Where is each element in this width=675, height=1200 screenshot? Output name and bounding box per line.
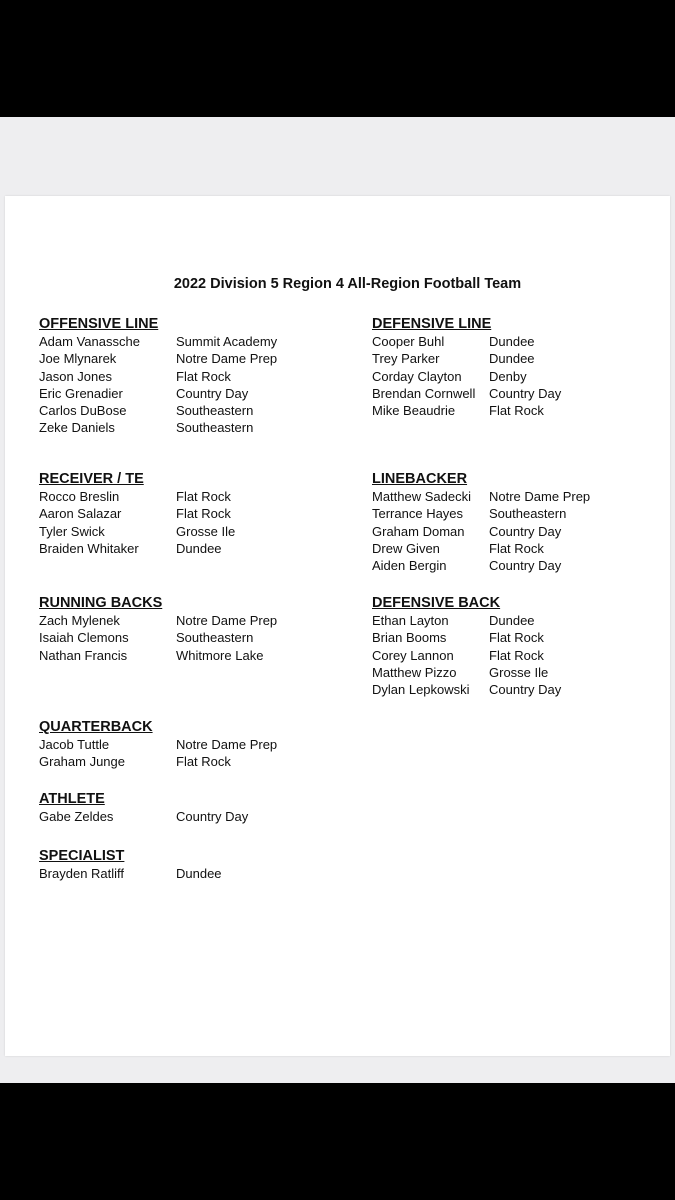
player-school: Flat Rock [176,368,231,384]
player-school: Flat Rock [489,630,544,646]
player-school: Southeastern [489,506,567,522]
player-name: Carlos DuBose [39,403,127,419]
player-school: Flat Rock [176,754,231,770]
player-school: Notre Dame Prep [176,737,278,752]
player-name: Eric Grenadier [39,385,123,401]
player-school: Country Day [176,809,249,824]
player-row [372,385,561,402]
player-name: Braiden Whitaker [39,540,139,556]
player-row [39,333,277,350]
player-name: Mike Beaudrie [372,403,456,419]
player-name: Cooper Buhl [372,334,445,349]
player-row [372,368,561,385]
player-name: Aaron Salazar [39,506,122,522]
player-row [39,488,235,505]
player-row [39,505,235,522]
player-school: Dundee [176,866,222,881]
player-row [372,557,590,574]
player-name: Isaiah Clemons [39,630,129,646]
player-school: Country Day [489,523,562,539]
player-name: Terrance Hayes [372,506,464,522]
section-quarterback [39,718,277,771]
player-name: Brayden Ratliff [39,866,125,881]
player-school: Notre Dame Prep [489,489,591,504]
section-specialist [39,847,222,882]
player-name: Corday Clayton [372,368,462,384]
player-name: Jason Jones [39,368,112,384]
player-school: Southeastern [176,403,254,419]
player-row [39,385,277,402]
section-heading: SPECIALIST [39,848,125,864]
player-row [372,523,590,540]
player-school: Flat Rock [176,489,231,504]
section-heading: RECEIVER / TE [39,471,144,487]
player-name: Rocco Breslin [39,489,120,504]
player-school: Denby [489,368,527,384]
player-school: Flat Rock [176,506,231,522]
player-school: Grosse Ile [489,664,549,680]
player-row [39,647,277,664]
player-name: Corey Lannon [372,647,454,663]
player-row [372,681,561,698]
player-name: Tyler Swick [39,523,105,539]
document-title: 2022 Division 5 Region 4 All-Region Football Team [173,276,522,292]
player-row [39,523,235,540]
player-row [39,865,222,882]
document-page [5,196,670,1056]
player-school: Country Day [489,385,562,401]
player-row [39,350,277,367]
section-receiver-te [39,470,235,557]
player-row [39,419,277,436]
player-school: Dundee [176,540,222,556]
player-school: Southeastern [176,420,254,436]
player-name: Zach Mylenek [39,613,120,628]
player-row [39,753,277,770]
player-row [39,808,248,825]
player-school: Dundee [489,613,535,628]
player-row [39,368,277,385]
player-row [39,612,277,629]
player-name: Nathan Francis [39,647,128,663]
player-name: Dylan Lepkowski [372,682,470,698]
player-row [372,647,561,664]
player-name: Gabe Zeldes [39,809,114,824]
section-heading: DEFENSIVE BACK [372,595,501,611]
player-row [39,402,277,419]
player-row [372,505,590,522]
section-heading: DEFENSIVE LINE [372,316,492,332]
bottom-letterbox [0,1083,675,1200]
player-row [372,333,561,350]
player-row [39,540,235,557]
player-row [372,402,561,419]
player-row [372,540,590,557]
section-heading: OFFENSIVE LINE [39,316,159,332]
player-name: Jacob Tuttle [39,737,110,752]
player-name: Drew Given [372,540,440,556]
player-row [372,350,561,367]
player-school: Country Day [489,682,562,698]
player-school: Country Day [489,558,562,574]
player-row [372,612,561,629]
player-school: Flat Rock [489,403,544,419]
section-heading: RUNNING BACKS [39,595,163,611]
player-school: Summit Academy [176,334,278,349]
player-name: Zeke Daniels [39,420,115,436]
player-school: Whitmore Lake [176,647,264,663]
player-name: Ethan Layton [372,613,449,628]
player-row [39,736,277,753]
section-heading: QUARTERBACK [39,719,153,735]
section-heading: LINEBACKER [372,471,468,487]
section-athlete [39,790,248,825]
section-running-backs [39,594,277,664]
player-school: Notre Dame Prep [176,613,278,628]
section-defensive-back [372,594,561,698]
player-row [372,664,561,681]
player-school: Flat Rock [489,540,544,556]
section-offensive-line [39,315,277,437]
player-name: Aiden Bergin [372,558,447,574]
player-row [372,488,590,505]
section-heading: ATHLETE [39,791,105,807]
player-school: Dundee [489,334,535,349]
player-school: Notre Dame Prep [176,351,278,367]
player-name: Matthew Pizzo [372,664,457,680]
player-name: Graham Junge [39,754,125,770]
player-name: Graham Doman [372,523,465,539]
player-school: Dundee [489,351,535,367]
player-row [39,629,277,646]
player-row [372,629,561,646]
player-name: Trey Parker [372,351,440,367]
player-name: Brian Booms [372,630,447,646]
section-defensive-line [372,315,561,419]
player-school: Southeastern [176,630,254,646]
player-school: Flat Rock [489,647,544,663]
player-school: Grosse Ile [176,523,236,539]
player-name: Joe Mlynarek [39,351,117,367]
player-name: Brendan Cornwell [372,385,476,401]
player-school: Country Day [176,385,249,401]
player-name: Adam Vanassche [39,334,140,349]
top-letterbox [0,0,675,117]
section-linebacker [372,470,590,574]
player-name: Matthew Sadecki [372,489,471,504]
